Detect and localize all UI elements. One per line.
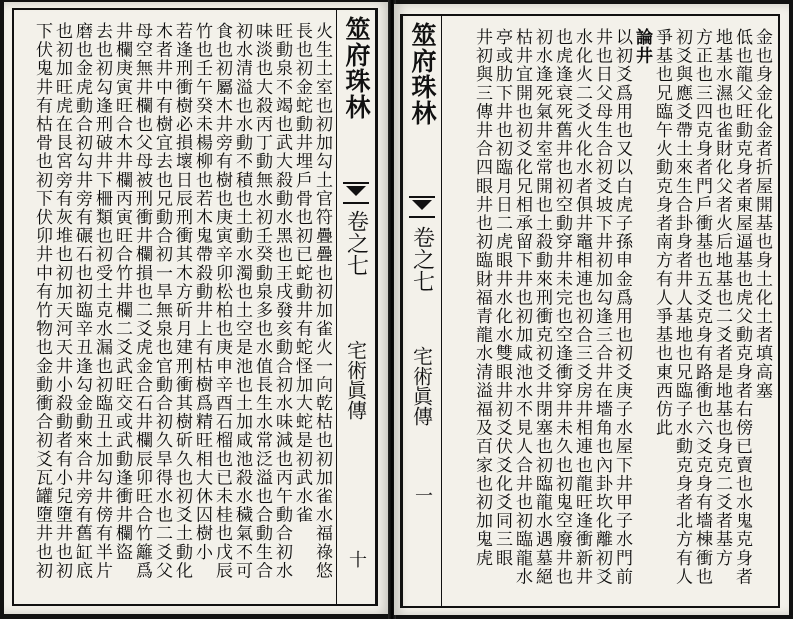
text-line: 初水清溢也水動不積也土動水濁也土空是池也土加咸池殺水穢氣不可 — [232, 22, 252, 580]
text-line: 枯井宜開也初爻化兄相承留下井也初加咸池水不見人合井也初臨龍水 — [512, 28, 532, 586]
left-fishtail-mark — [343, 182, 369, 204]
right-volume-label: 卷之七 — [409, 226, 435, 292]
text-line: 旺動泉不竭也武大殺動水黑也王戌發亥動合初水味減也丙午動合初水 — [272, 22, 292, 580]
text-line: 井欄庚寅旺合木井欄丙寅旺合竹井欄二爻武旺交或武動逢衝井欄盜 — [112, 22, 132, 562]
left-page — [4, 2, 390, 614]
text-line: 爭基也兄臨午火動克身者南方有人爭基也東西仿此 — [652, 28, 672, 438]
left-page-number: 十 — [346, 550, 367, 568]
right-page-frame — [400, 14, 780, 608]
text-line: 金也身金化金者折屋開基也身土化土者填高塞 — [752, 28, 772, 400]
text-line: 初水逢死氣井室常開也土殺動來刑衝克初爻井閉塞也初臨龍水遇墓絕 — [532, 28, 552, 586]
right-body-text — [444, 28, 772, 598]
right-fishtail-mark — [409, 196, 435, 218]
text-line: 食也初屬木井旁有樹也庚寅辛卯松柏也庚申辛酉石榴也已未桂也戊辰 — [212, 22, 232, 580]
text-line: 母空無井欄也父母被刑衝井欄損也二爻虎金合石井欄辰卯旺合竹籬爲 — [132, 22, 152, 580]
left-book-title: 筮府珠林 — [342, 16, 371, 120]
text-line: 若逢刑衝樹必損壞日辰刑衝其木方斫月建刑衝其樹斫久也初爻土動化 — [172, 22, 192, 580]
text-line: 木者井中有樹宜去也兄動合初一旱無泉也官動合初久旱得水也二爻父 — [152, 22, 172, 580]
text-line: 下伏鬼井有枯骨也初下伏卯井中有竹物也金動衝合初爻瓦罐墮井也初 — [32, 22, 52, 580]
right-page-number: 一 — [412, 486, 433, 504]
text-line: 磨也金虎動合初勾井旁有碾石也初臨辛丑逢勾金動來合井旁有舊缸底 — [72, 22, 92, 580]
text-line: 井初與三傳井合四眼井也初臨財福青龍水清溢福及百家也初加鬼虎 — [472, 28, 492, 568]
text-line: 水化火二爻火化水者俱井竈相連也初合三爻房井相連也龍旺逢衝新井 — [572, 28, 592, 586]
text-line: 亭或肋下井也初臨月日二虎眼井水化水雙眼井初爻伏爻化爻同三眼 — [492, 28, 512, 568]
right-center-band — [402, 16, 442, 606]
text-line: 火生土室也初加勾土官符疊疊也初加雀火一向乾枯也初加雀水福祿悠 — [312, 22, 332, 580]
section-heading: 論井 — [632, 28, 652, 66]
left-page-frame — [12, 8, 378, 606]
left-volume-label: 卷之七 — [343, 210, 369, 276]
right-section-label: 宅術眞傳 — [409, 346, 434, 426]
text-line: 地基水濕也雀財化父者火后地基也二爻者是地基也身克二爻者基方 — [712, 28, 732, 568]
text-line: 井也日父母生合初爻坡下井初加勾逢三合井在墻角也內卦坎化離初爻 — [592, 28, 612, 586]
left-center-band — [336, 10, 376, 604]
text-line: 也虎逢衰死舊井也初空動穿井未完也空逢衝穿井未久也初鬼空廢井也 — [552, 28, 572, 586]
text-line: 以初爻爲用也又以白虎子孫申金爲用也初爻庚子水屋下井甲子水門前 — [612, 28, 632, 586]
text-line: 味淡也大殺丙丁動無水初壬癸動泉多也水值長生水常泛溢也合動生合 — [252, 22, 272, 580]
text-line: 竹也壬午癸未楊柳也若木鬼帶殺動井上有枯樹爲精旺相大休囚樹小 — [192, 22, 212, 562]
left-body-text — [22, 22, 332, 592]
right-book-title: 筮府珠林 — [408, 22, 437, 126]
text-line: 長也初金蛇動井埋戶骨也初已蛇動井有蛇怪加大蛇是初武水雀 — [292, 22, 312, 525]
text-line: 低也龍父旺動克身者東屋逼基也虎父動克身者右傍已賣也水鬼克身者 — [732, 28, 752, 586]
left-section-label: 宅術眞傳 — [343, 340, 368, 420]
text-line: 方正也三四克身者門戶衝基也五爻克身有路衝也六爻克身有墻棟衝也 — [692, 28, 712, 586]
text-line: 去也初勾逢刑破井下柵類也初受土克水漏也初臨丑土加勾井傍有半片 — [92, 22, 112, 580]
text-line: 也初加旺虎在艮宮旁有灰堆也初加天河天井小殺動者有小兒墮井也初 — [52, 22, 72, 580]
right-page — [394, 4, 789, 615]
text-line: 初爻與應爻帶土來生合卦身者井人基地也兄臨子水動克身者北方有人 — [672, 28, 692, 586]
